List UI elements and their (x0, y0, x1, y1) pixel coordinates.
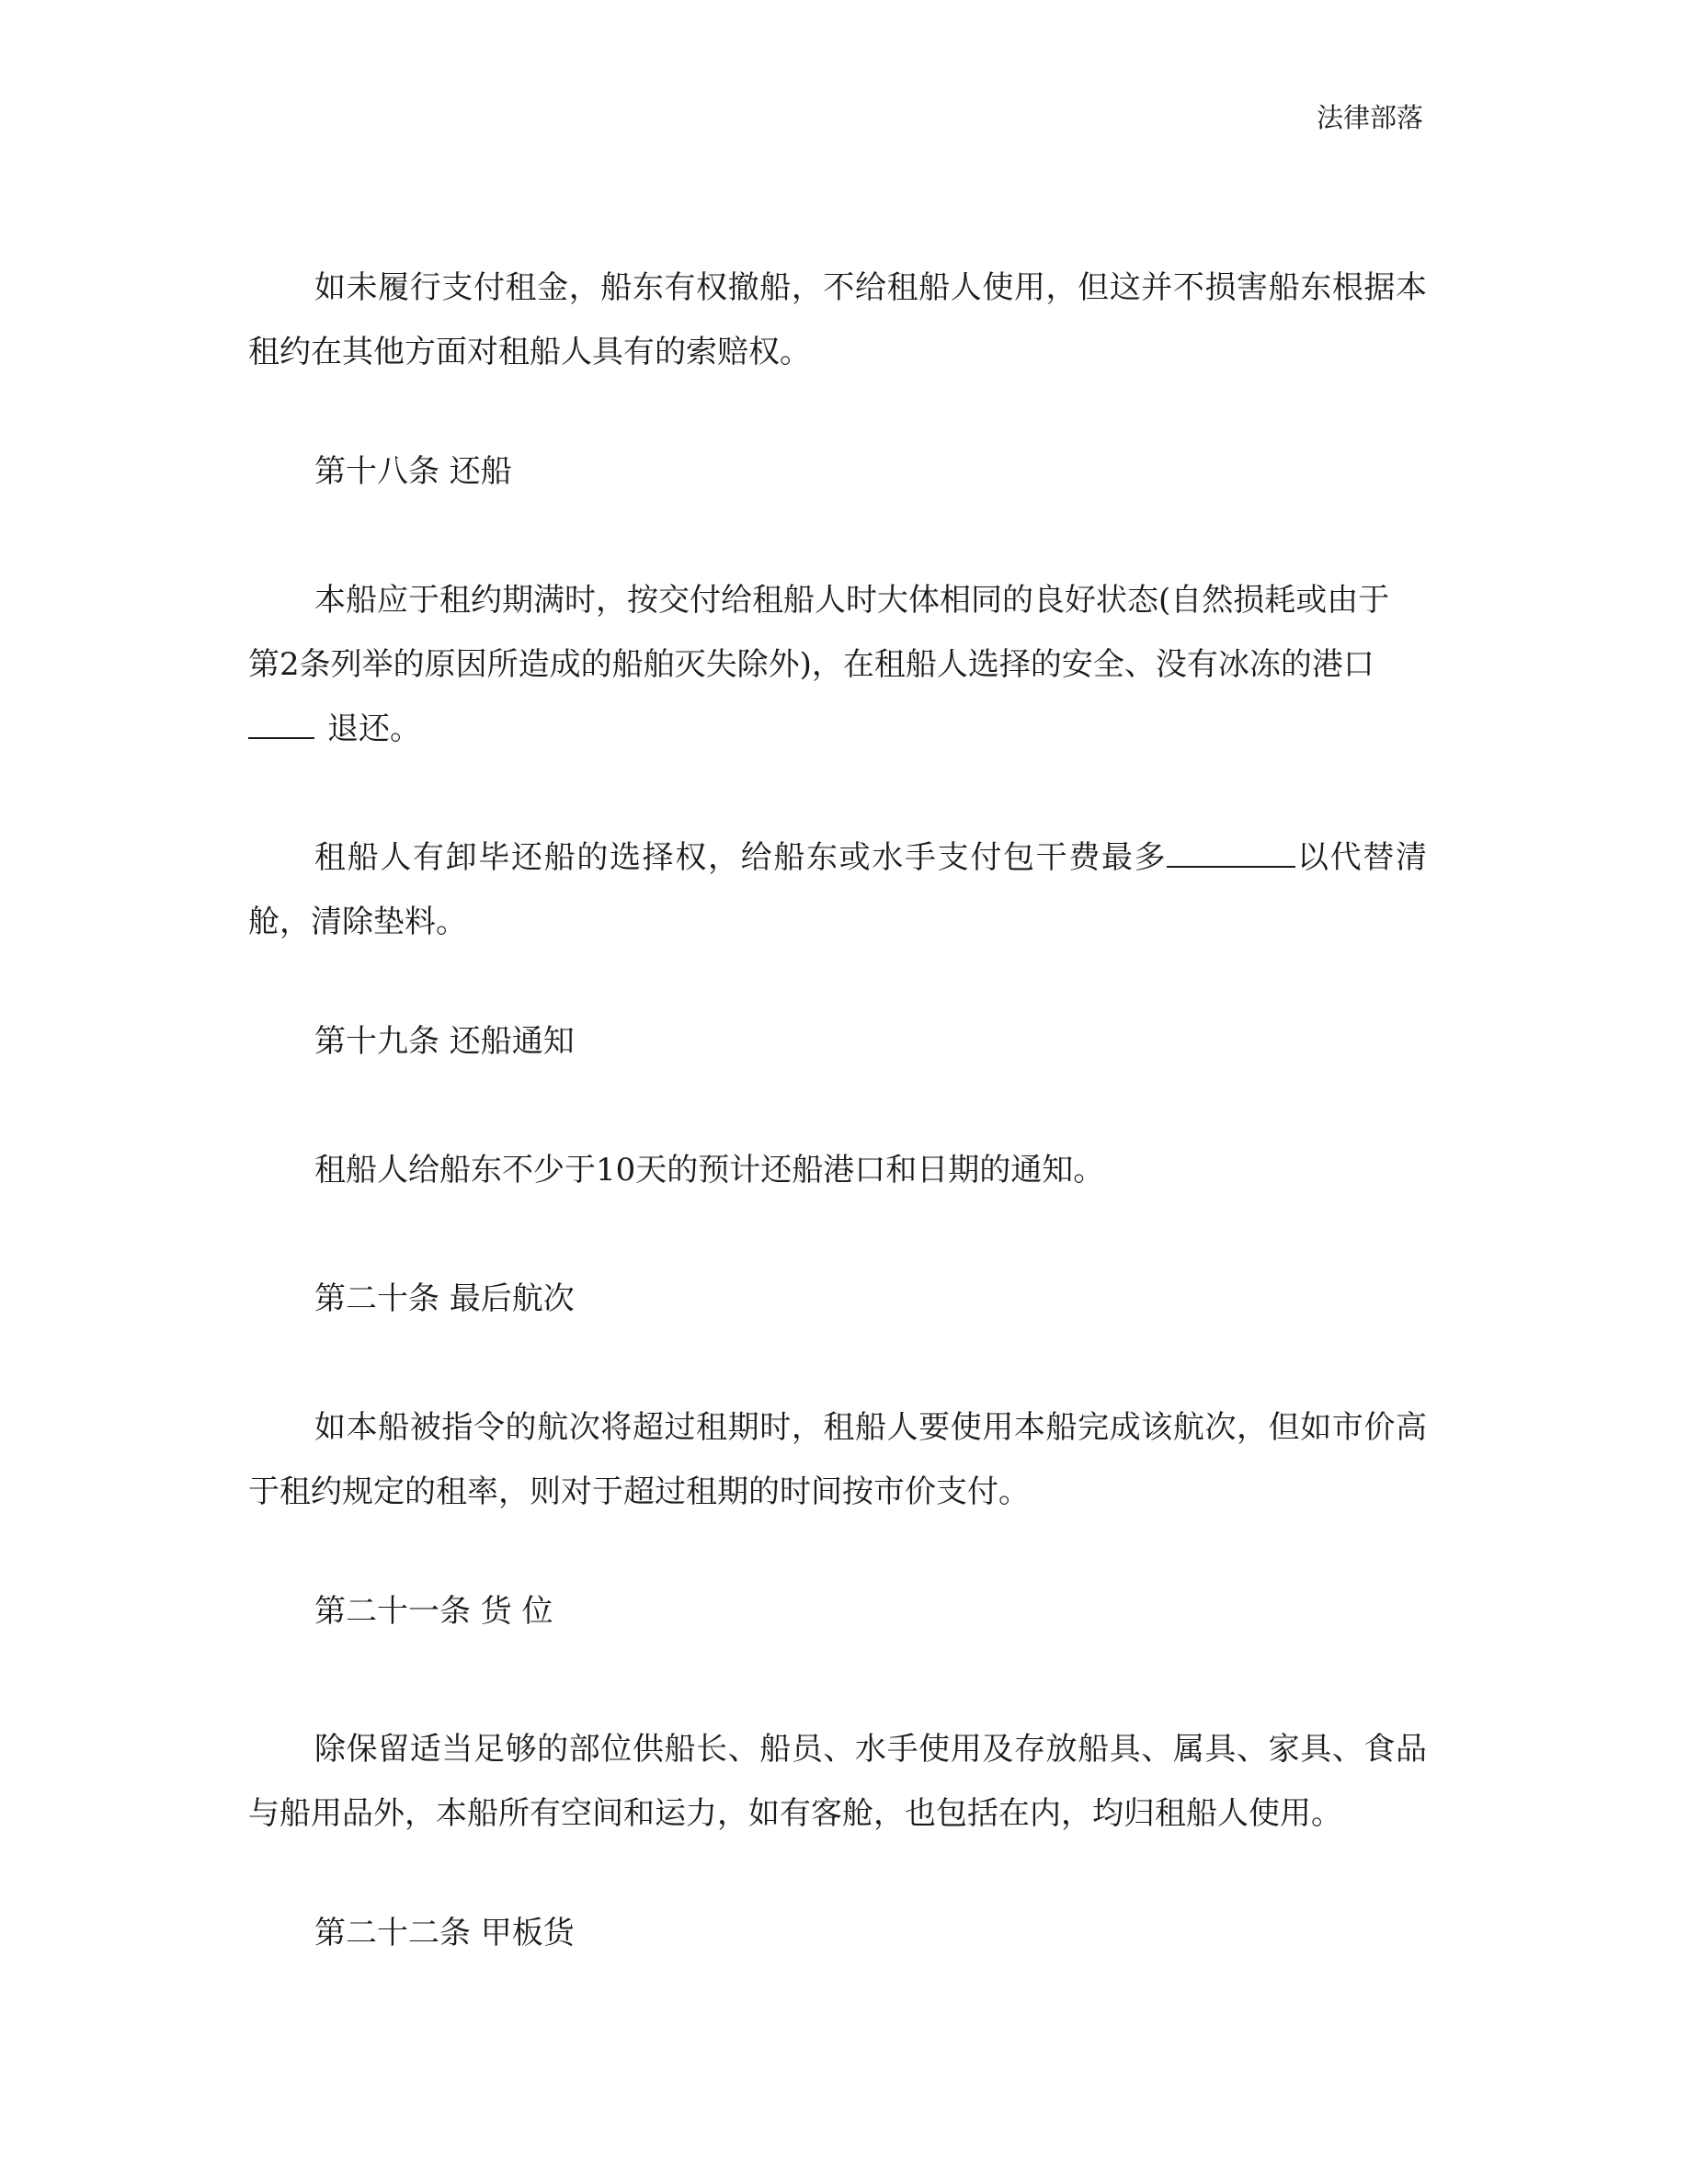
paragraph-cleaning-part-1: 租船人有卸毕还船的选择权，给船东或水手支付包干费最多 (314, 839, 1168, 876)
article-20-title: 第二十条 最后航次 (314, 1280, 575, 1317)
article-21-title: 第二十一条 货 位 (314, 1593, 553, 1630)
paragraph-redelivery-line-1: 本船应于租约期满时，按交付给租船人时大体相同的良好状态(自然损耗或由于 (314, 582, 1390, 619)
article-22-title: 第二十二条 甲板货 (314, 1915, 575, 1951)
paragraph-withdrawal: 如未履行支付租金，船东有权撤船，不给租船人使用，但这并不损害船东根据本租约在其他方面对租船人具有的索赔权。 (248, 269, 1427, 370)
paragraph-redelivery-line-3-text: 退还。 (327, 711, 421, 747)
header-site-name: 法律部落 (1316, 102, 1423, 133)
paragraph-cargo-space: 除保留适当足够的部位供船长、船员、水手使用及存放船具、属具、家具、食品与船用品外，本船所有空间和运力，如有客舱，也包括在内，均归租船人使用。 (248, 1731, 1427, 1832)
paragraph-redelivery-line-2: 第2条列举的原因所造成的船舶灭失除外)，在租船人选择的安全、没有冰冻的港口 (248, 646, 1374, 683)
paragraph-redelivery-line-3 (248, 697, 1427, 761)
paragraph-cleaning-option (248, 825, 1427, 954)
article-19-title: 第十九条 还船通知 (314, 1023, 575, 1060)
paragraph-redelivery (248, 568, 1427, 761)
blank-port-field (248, 710, 314, 739)
article-18-title: 第十八条 还船 (314, 453, 512, 490)
paragraph-cleaning-part-2: 以代替清舱，清除垫料。 (248, 839, 1428, 940)
paragraph-last-voyage: 如本船被指令的航次将超过租期时，租船人要使用本船完成该航次，但如市价高于租约规定的租率，则对于超过租期的时间按市价支付。 (248, 1409, 1427, 1510)
paragraph-redelivery-notice: 租船人给船东不少于10天的预计还船港口和日期的通知。 (314, 1152, 1105, 1189)
blank-lump-sum-field (1167, 838, 1295, 868)
